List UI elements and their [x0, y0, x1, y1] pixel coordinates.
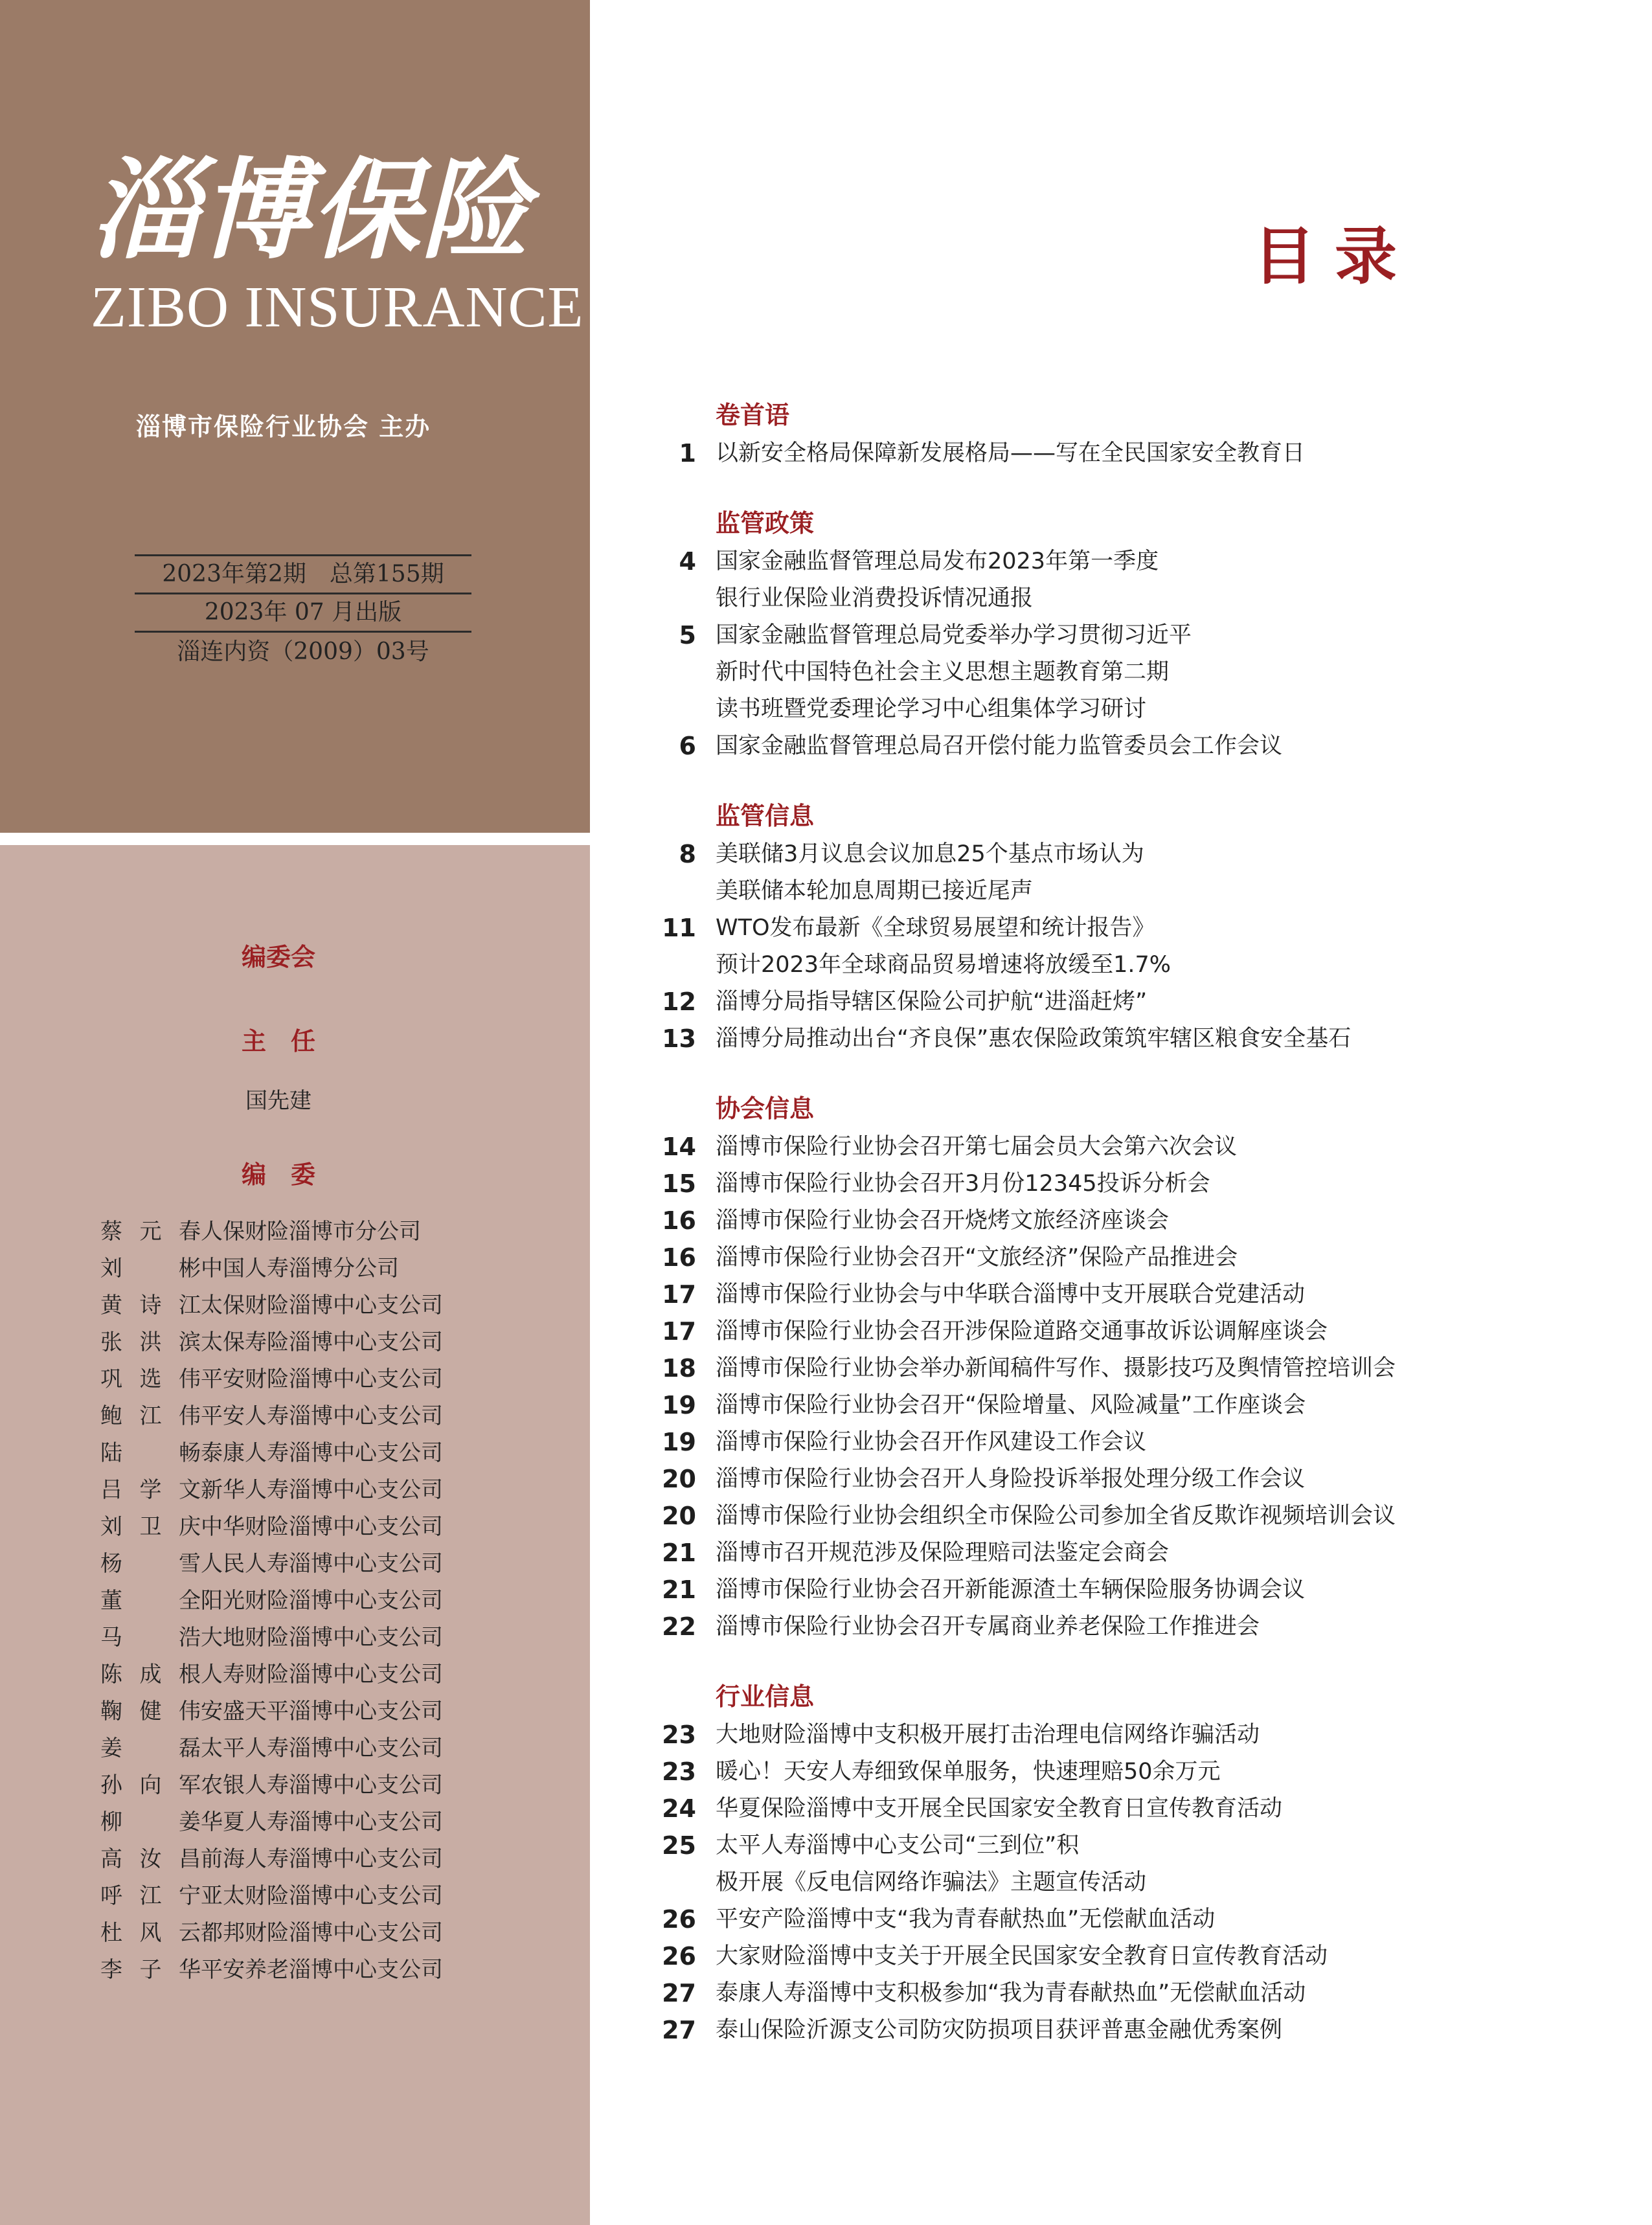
toc-entry-text [716, 1166, 1210, 1203]
member-org: 平安人寿淄博中心支公司 [201, 1403, 443, 1429]
toc-entry-text [716, 1535, 1169, 1572]
member-org: 亚太财险淄博中心支公司 [201, 1883, 443, 1909]
member-org: 人保财险淄博市分公司 [201, 1219, 421, 1245]
toc-page-number: 20 [662, 1502, 696, 1530]
toc-entry-text [716, 1021, 1351, 1057]
toc-entry-line: 淄博市保险行业协会组织全市保险公司参加全省反欺诈视频培训会议 [716, 1503, 1396, 1529]
toc-entry[interactable] [648, 1461, 1619, 1498]
toc-page-number: 13 [662, 1024, 696, 1053]
toc-entry[interactable] [648, 836, 1619, 910]
toc-entry-text [716, 543, 1159, 617]
section-gap [648, 1057, 1619, 1089]
toc-entry-line: 淄博市保险行业协会召开3月份12345投诉分析会 [716, 1171, 1210, 1197]
member-row [100, 1322, 443, 1359]
toc-page-number: 8 [679, 840, 696, 868]
toc-entry-line: 淄博市保险行业协会召开作风建设工作会议 [716, 1429, 1147, 1455]
member-row [100, 1432, 443, 1469]
member-row [100, 1543, 443, 1580]
toc-page-number: 12 [662, 988, 696, 1016]
toc-entry-line: 新时代中国特色社会主义思想主题教育第二期 [716, 659, 1170, 685]
member-org: 太保寿险淄博中心支公司 [201, 1329, 443, 1355]
member-row [100, 1395, 443, 1432]
member-row [100, 1580, 443, 1617]
member-row [100, 1765, 443, 1801]
member-name: 陆 畅 [100, 1440, 201, 1466]
toc-entry[interactable] [648, 1313, 1619, 1350]
member-org: 中国人寿淄博分公司 [201, 1256, 399, 1282]
toc-entry-line: 国家金融监督管理总局召开偿付能力监管委员会工作会议 [716, 733, 1283, 759]
toc-entry-text [716, 728, 1282, 765]
member-org: 人民人寿淄博中心支公司 [201, 1551, 443, 1577]
member-row [100, 1506, 443, 1543]
editorial-board-title: 编委会 [241, 943, 315, 971]
toc-entry-text [716, 617, 1192, 728]
toc-entry[interactable] [648, 1129, 1619, 1166]
toc-entry-line: 太平人寿淄博中心支公司“三到位”积 [716, 1833, 1080, 1858]
member-row [100, 1949, 443, 1986]
toc-entry-line: 大地财险淄博中支积极开展打击治理电信网络诈骗活动 [716, 1722, 1260, 1748]
member-name: 杨 雪 [100, 1551, 201, 1577]
toc-entry-line: 淄博市召开规范涉及保险理赔司法鉴定会商会 [716, 1540, 1170, 1566]
member-row [100, 1838, 443, 1875]
toc-entry-text [716, 1754, 1221, 1790]
toc-entry-text [716, 1203, 1169, 1239]
toc-entry-text [716, 1790, 1282, 1827]
toc-entry-line: 大家财险淄博中支关于开展全民国家安全教育日宣传教育活动 [716, 1943, 1328, 1969]
member-row [100, 1617, 443, 1654]
member-row [100, 1875, 443, 1912]
logo-english: ZIBO INSURANCE [91, 275, 584, 339]
member-name: 呼江宁 [100, 1883, 201, 1909]
toc-entry[interactable] [648, 1350, 1619, 1387]
toc-page-number: 18 [662, 1354, 696, 1383]
toc-entry-text [716, 1975, 1306, 2012]
toc-entry[interactable] [648, 2012, 1619, 2049]
toc-page-number: 23 [662, 1757, 696, 1786]
toc-entry[interactable] [648, 1975, 1619, 2012]
toc-entry-text [716, 1350, 1396, 1387]
toc-entry[interactable] [648, 1424, 1619, 1461]
member-org: 人寿财险淄博中心支公司 [201, 1662, 443, 1688]
toc-page-number: 19 [662, 1391, 696, 1419]
toc-page-number: 25 [662, 1831, 696, 1860]
toc-entry-line: 读书班暨党委理论学习中心组集体学习研讨 [716, 696, 1147, 722]
toc-page-number: 4 [679, 547, 696, 576]
member-org: 太平人寿淄博中心支公司 [201, 1735, 443, 1761]
member-name: 董 全 [100, 1588, 201, 1614]
toc-page-number: 27 [662, 1979, 696, 2007]
sponsor-line: 淄博市保险行业协会 主办 [136, 412, 431, 441]
member-org: 新华人寿淄博中心支公司 [201, 1477, 443, 1503]
toc-entry[interactable] [648, 984, 1619, 1021]
toc-entry[interactable] [648, 543, 1619, 617]
member-row [100, 1654, 443, 1691]
toc-entry-line: 银行业保险业消费投诉情况通报 [716, 585, 1034, 611]
member-org: 都邦财险淄博中心支公司 [201, 1920, 443, 1946]
toc-page-number: 15 [662, 1169, 696, 1198]
toc-page-number: 6 [679, 732, 696, 760]
member-row [100, 1469, 443, 1506]
member-org: 大地财险淄博中心支公司 [201, 1625, 443, 1651]
member-name: 鲍江伟 [100, 1403, 201, 1429]
member-name: 陈成根 [100, 1662, 201, 1688]
toc-entry-text [716, 1498, 1396, 1535]
toc-entry-text [716, 435, 1305, 472]
issue-number: 2023年第2期 总第155期 [162, 561, 444, 587]
toc-entry-text [716, 1387, 1306, 1424]
toc-entry-line: 平安产险淄博中支“我为青春献热血”无偿献血活动 [716, 1906, 1216, 1932]
toc-entry-line: 淄博市保险行业协会召开“保险增量、风险减量”工作座谈会 [716, 1392, 1306, 1418]
member-name: 刘卫庆 [100, 1514, 201, 1540]
permit-number: 淄连内资（2009）03号 [177, 638, 429, 665]
toc-entry[interactable] [648, 1717, 1619, 1754]
section-gap [648, 472, 1619, 503]
member-name: 李子华 [100, 1957, 201, 1983]
toc-entry[interactable] [648, 1387, 1619, 1424]
member-org: 中华财险淄博中心支公司 [201, 1514, 443, 1540]
toc-entry[interactable] [648, 1938, 1619, 1975]
toc-entry-text [716, 1313, 1328, 1350]
director-label: 主 任 [241, 1027, 315, 1056]
section-gap [648, 1645, 1619, 1677]
toc-entry[interactable] [648, 1901, 1619, 1938]
member-org: 平安财险淄博中心支公司 [201, 1366, 443, 1392]
member-list [100, 1211, 443, 1986]
toc-entry-line: 华夏保险淄博中支开展全民国家安全教育日宣传教育活动 [716, 1796, 1283, 1822]
toc-entry-text [716, 1424, 1146, 1461]
toc-entry-line: 淄博市保险行业协会召开人身险投诉举报处理分级工作会议 [716, 1466, 1306, 1492]
toc-entry[interactable] [648, 1166, 1619, 1203]
member-row [100, 1728, 443, 1765]
toc-entry-text [716, 1827, 1146, 1901]
toc-entry-text [716, 1901, 1215, 1938]
toc-page-number: 21 [662, 1576, 696, 1604]
toc-page-number: 11 [662, 914, 696, 942]
toc-entry[interactable] [648, 1609, 1619, 1645]
member-name: 柳 姜 [100, 1809, 201, 1835]
toc-entry-line: 暖心！天安人寿细致保单服务，快速理赔50余万元 [716, 1759, 1221, 1785]
member-row [100, 1285, 443, 1322]
toc-page-number: 27 [662, 2016, 696, 2044]
toc-page-number: 16 [662, 1243, 696, 1272]
toc-entry[interactable] [648, 728, 1619, 765]
toc-entry-text [716, 1129, 1237, 1166]
toc-entry-line: 美联储本轮加息周期已接近尾声 [716, 878, 1034, 904]
toc-entry-text [716, 1609, 1260, 1645]
member-row [100, 1211, 443, 1248]
toc-title: 目录 [1253, 220, 1416, 293]
member-row [100, 1691, 443, 1728]
toc-entry-line: 淄博市保险行业协会召开烧烤文旅经济座谈会 [716, 1208, 1170, 1234]
director-name: 国先建 [245, 1088, 311, 1114]
toc-entry-line: 淄博市保险行业协会与中华联合淄博中支开展联合党建活动 [716, 1282, 1306, 1307]
member-name: 张洪滨 [100, 1329, 201, 1355]
member-org: 华夏人寿淄博中心支公司 [201, 1809, 443, 1835]
toc-entry-text [716, 1276, 1305, 1313]
publish-date: 2023年 07 月出版 [204, 599, 402, 626]
member-row [100, 1248, 443, 1285]
toc-entry-line: 淄博市保险行业协会召开“文旅经济”保险产品推进会 [716, 1245, 1238, 1271]
masthead-panel [0, 0, 590, 833]
toc-entry[interactable] [648, 1021, 1619, 1057]
toc-entry-text [716, 1572, 1305, 1609]
toc-page-number: 20 [662, 1465, 696, 1493]
toc-entry-text [716, 1239, 1238, 1276]
toc-entry-line: 国家金融监督管理总局党委举办学习贯彻习近平 [716, 622, 1192, 648]
toc-section-title: 监管政策 [716, 509, 815, 537]
toc-page-number: 14 [662, 1133, 696, 1161]
member-name: 高汝昌 [100, 1846, 201, 1872]
toc-entry-line: 淄博市保险行业协会召开第七届会员大会第六次会议 [716, 1134, 1238, 1160]
member-name: 蔡元春 [100, 1219, 201, 1245]
toc-entry-text [716, 836, 1144, 910]
toc-section-title: 协会信息 [716, 1094, 815, 1123]
toc-section-title: 监管信息 [716, 802, 815, 830]
toc-section-title: 行业信息 [716, 1682, 815, 1711]
table-of-contents [648, 395, 1619, 2049]
toc-entry-line: 国家金融监督管理总局发布2023年第一季度 [716, 548, 1159, 574]
toc-entry-line: 预计2023年全球商品贸易增速将放缓至1.7% [716, 952, 1171, 978]
toc-entry-line: 淄博市保险行业协会召开专属商业养老保险工作推进会 [716, 1614, 1260, 1640]
member-org: 阳光财险淄博中心支公司 [201, 1588, 443, 1614]
toc-entry-line: 淄博分局推动出台“齐良保”惠农保险政策筑牢辖区粮食安全基石 [716, 1026, 1352, 1052]
member-org: 农银人寿淄博中心支公司 [201, 1772, 443, 1798]
toc-page-number: 17 [662, 1280, 696, 1309]
toc-entry-line: 淄博市保险行业协会召开新能源渣土车辆保险服务协调会议 [716, 1577, 1306, 1603]
toc-page-number: 26 [662, 1905, 696, 1934]
toc-entry-text [716, 984, 1147, 1021]
toc-page-number: 24 [662, 1794, 696, 1823]
toc-entry[interactable] [648, 1790, 1619, 1827]
toc-entry[interactable] [648, 910, 1619, 984]
toc-page-number: 23 [662, 1721, 696, 1749]
toc-entry-text [716, 910, 1171, 984]
toc-entry[interactable] [648, 1827, 1619, 1901]
toc-entry[interactable] [648, 1276, 1619, 1313]
section-gap [648, 765, 1619, 796]
member-name: 孙向军 [100, 1772, 201, 1798]
toc-entry-text [716, 2012, 1282, 2049]
toc-entry-line: 以新安全格局保障新发展格局——写在全民国家安全教育日 [716, 440, 1306, 466]
toc-entry-line: 淄博市保险行业协会举办新闻稿件写作、摄影技巧及舆情管控培训会 [716, 1355, 1396, 1381]
member-name: 姜 磊 [100, 1735, 201, 1761]
toc-entry[interactable] [648, 1239, 1619, 1276]
toc-entry[interactable] [648, 1754, 1619, 1790]
issue-info [135, 554, 471, 669]
member-name: 吕学文 [100, 1477, 201, 1503]
member-row [100, 1912, 443, 1949]
toc-entry-line: 泰康人寿淄博中支积极参加“我为青春献热血”无偿献血活动 [716, 1980, 1306, 2006]
toc-page-number: 5 [679, 621, 696, 649]
toc-section-title: 卷首语 [716, 401, 790, 429]
member-name: 巩选伟 [100, 1366, 201, 1392]
toc-page-number: 1 [679, 439, 696, 468]
toc-page-number: 21 [662, 1539, 696, 1567]
toc-entry-text [716, 1938, 1328, 1975]
member-name: 刘 彬 [100, 1256, 201, 1282]
member-name: 马 浩 [100, 1625, 201, 1651]
toc-page-number: 16 [662, 1206, 696, 1235]
toc-entry[interactable] [648, 1535, 1619, 1572]
toc-entry[interactable] [648, 435, 1619, 472]
member-row [100, 1801, 443, 1838]
toc-page-number: 26 [662, 1942, 696, 1971]
member-org: 前海人寿淄博中心支公司 [201, 1846, 443, 1872]
toc-entry-text [716, 1717, 1260, 1754]
logo-chinese: 淄博保险 [91, 146, 531, 274]
toc-page-number: 22 [662, 1612, 696, 1641]
toc-entry[interactable] [648, 1498, 1619, 1535]
toc-entry-line: 淄博市保险行业协会召开涉保险道路交通事故诉讼调解座谈会 [716, 1318, 1328, 1344]
toc-entry-text [716, 1461, 1305, 1498]
toc-entry[interactable] [648, 617, 1619, 728]
toc-entry-line: 泰山保险沂源支公司防灾防损项目获评普惠金融优秀案例 [716, 2017, 1283, 2043]
members-label: 编 委 [241, 1160, 315, 1189]
toc-page-number: 17 [662, 1317, 696, 1346]
member-org: 平安养老淄博中心支公司 [201, 1957, 443, 1983]
member-name: 黄诗江 [100, 1293, 201, 1318]
toc-entry[interactable] [648, 1203, 1619, 1239]
member-name: 杜风云 [100, 1920, 201, 1946]
member-org: 安盛天平淄博中心支公司 [201, 1699, 443, 1724]
member-row [100, 1359, 443, 1395]
member-name: 鞠健伟 [100, 1699, 201, 1724]
toc-entry[interactable] [648, 1572, 1619, 1609]
toc-entry-line: 淄博分局指导辖区保险公司护航“进淄赶烤” [716, 989, 1148, 1015]
member-org: 泰康人寿淄博中心支公司 [201, 1440, 443, 1466]
toc-entry-line: 美联储3月议息会议加息25个基点市场认为 [716, 841, 1144, 867]
toc-entry-line: 极开展《反电信网络诈骗法》主题宣传活动 [716, 1869, 1147, 1895]
toc-entry-line: WTO发布最新《全球贸易展望和统计报告》 [716, 915, 1155, 941]
member-org: 太保财险淄博中心支公司 [201, 1293, 443, 1318]
toc-page-number: 19 [662, 1428, 696, 1456]
